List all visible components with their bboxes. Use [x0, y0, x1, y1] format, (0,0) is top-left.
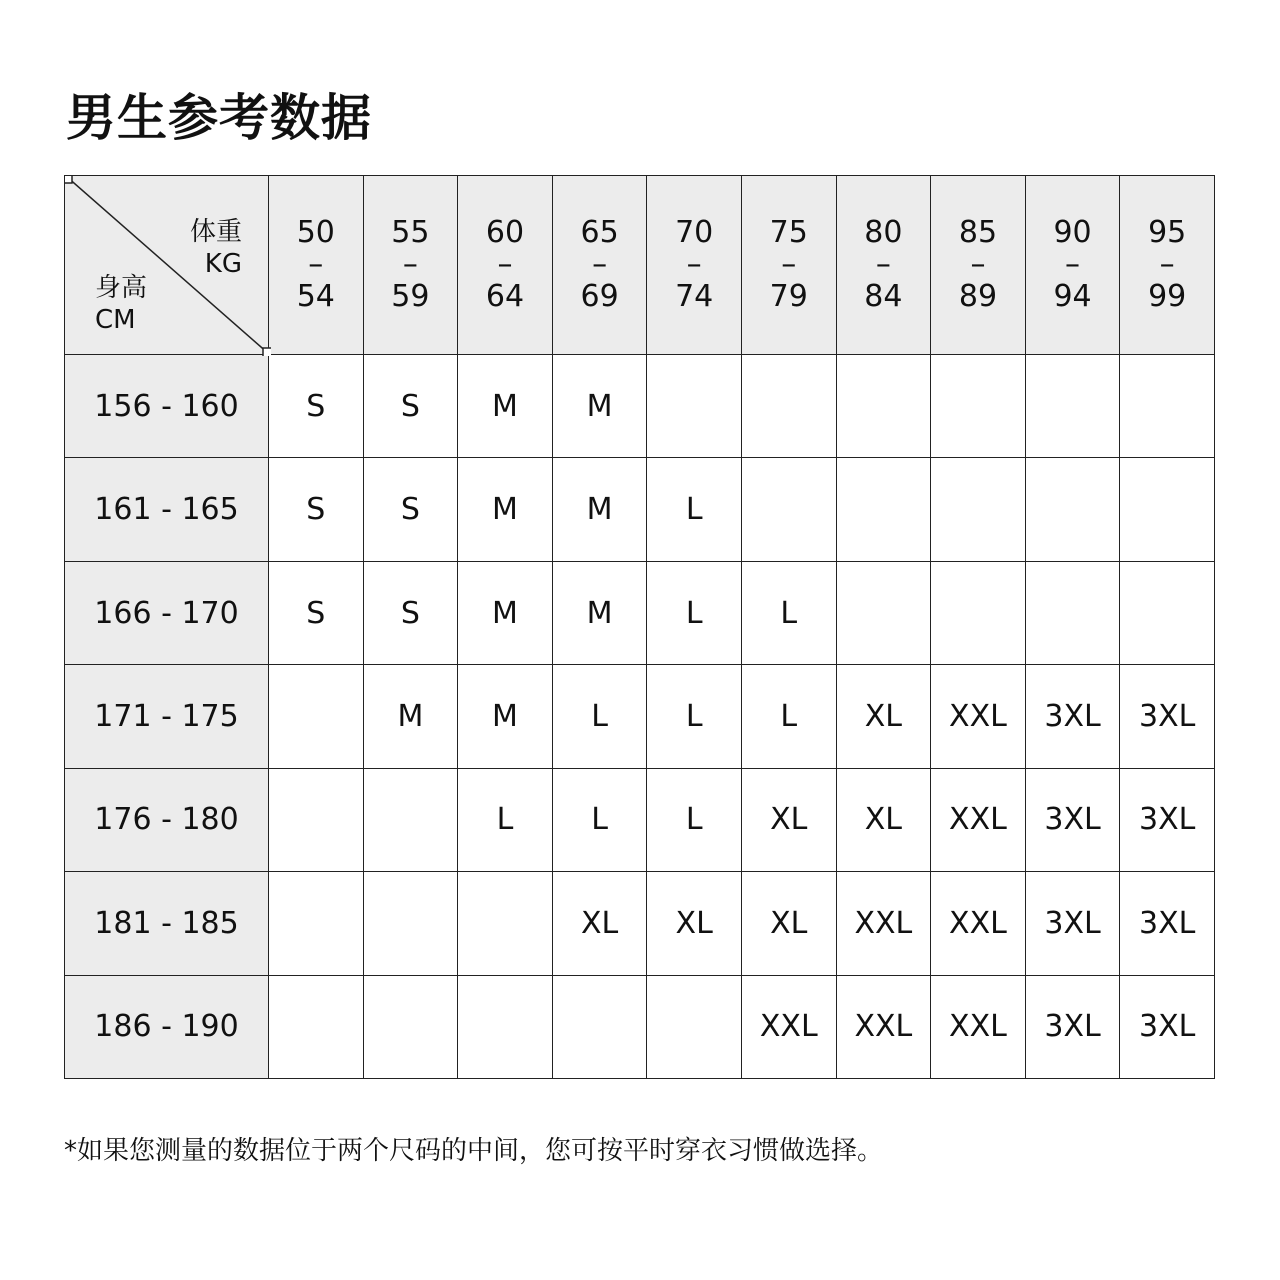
size-cell: L [741, 561, 836, 664]
size-cell: S [269, 561, 364, 664]
size-cell [741, 355, 836, 458]
size-cell: XL [647, 872, 742, 975]
table-row [65, 355, 1215, 458]
size-cell: XL [552, 872, 647, 975]
size-cell: M [458, 355, 553, 458]
size-cell: L [647, 768, 742, 871]
weight-header-from: 65 [580, 215, 619, 250]
weight-header-to: 59 [391, 279, 430, 314]
height-row-header: 156 - 160 [65, 355, 269, 458]
weight-header-dash: – [686, 247, 702, 282]
size-cell: 3XL [1120, 975, 1215, 1078]
size-cell [458, 975, 553, 1078]
size-cell: M [552, 458, 647, 561]
size-cell: 3XL [1025, 665, 1120, 768]
weight-header-from: 55 [391, 215, 430, 250]
height-row-header: 171 - 175 [65, 665, 269, 768]
weight-column-header [741, 176, 836, 355]
size-cell: XXL [931, 975, 1026, 1078]
size-cell [269, 768, 364, 871]
size-cell [458, 872, 553, 975]
size-cell [647, 975, 742, 1078]
size-cell: XL [741, 768, 836, 871]
size-cell: S [269, 355, 364, 458]
weight-header-to: 74 [675, 279, 714, 314]
weight-header-to: 99 [1148, 279, 1187, 314]
size-cell: XL [836, 768, 931, 871]
weight-header-from: 60 [485, 215, 525, 250]
weight-column-header [363, 176, 458, 355]
size-cell: L [647, 561, 742, 664]
size-cell: 3XL [1025, 768, 1120, 871]
size-cell: S [363, 458, 458, 561]
weight-column-header [1025, 176, 1120, 355]
footnote: *如果您测量的数据位于两个尺码的中间，您可按平时穿衣习惯做选择。 [64, 1136, 884, 1166]
weight-header-dash: – [1159, 247, 1175, 282]
weight-header-to: 54 [296, 279, 335, 314]
height-axis-label [95, 272, 147, 336]
size-cell: L [552, 768, 647, 871]
size-cell: M [458, 458, 553, 561]
weight-column-header [269, 176, 364, 355]
weight-header-dash: – [970, 247, 986, 282]
weight-header-dash: – [1065, 247, 1081, 282]
weight-header-to: 79 [769, 279, 808, 314]
weight-header-dash: – [308, 247, 324, 282]
weight-header-to: 89 [958, 279, 998, 314]
header-row [65, 176, 1215, 355]
size-cell: S [363, 561, 458, 664]
size-cell [836, 458, 931, 561]
weight-header-dash: – [402, 247, 418, 282]
size-cell: L [552, 665, 647, 768]
weight-header-from: 95 [1148, 215, 1187, 250]
size-cell [269, 975, 364, 1078]
weight-header-to: 64 [485, 279, 525, 314]
size-cell [931, 561, 1026, 664]
size-cell [1120, 561, 1215, 664]
weight-column-header [1120, 176, 1215, 355]
weight-label-text: 体重 [189, 217, 242, 247]
size-cell: L [741, 665, 836, 768]
size-cell: XXL [931, 872, 1026, 975]
weight-header-dash: – [781, 247, 797, 282]
table-row [65, 458, 1215, 561]
weight-column-header [552, 176, 647, 355]
weight-header-to: 94 [1053, 279, 1092, 314]
size-cell: XL [741, 872, 836, 975]
size-cell: XXL [836, 975, 931, 1078]
corner-cell [65, 176, 269, 355]
size-cell [1120, 355, 1215, 458]
weight-header-from: 80 [864, 215, 903, 250]
size-cell [836, 355, 931, 458]
size-cell [1025, 561, 1120, 664]
size-cell: M [552, 355, 647, 458]
size-cell: M [363, 665, 458, 768]
size-cell: M [458, 561, 553, 664]
weight-header-from: 85 [958, 215, 998, 250]
size-cell [1025, 355, 1120, 458]
weight-header-dash: – [497, 247, 513, 282]
size-cell: L [647, 458, 742, 561]
size-cell [931, 355, 1026, 458]
size-cell [269, 872, 364, 975]
height-unit-text: CM [95, 305, 136, 335]
size-cell: 3XL [1025, 975, 1120, 1078]
size-cell: L [458, 768, 553, 871]
size-cell: 3XL [1025, 872, 1120, 975]
size-cell: M [458, 665, 553, 768]
table-row [65, 665, 1215, 768]
weight-header-from: 50 [296, 215, 335, 250]
weight-unit-text: KG [204, 249, 242, 279]
size-cell [931, 458, 1026, 561]
size-chart [64, 175, 1215, 1079]
weight-column-header [647, 176, 742, 355]
size-cell [647, 355, 742, 458]
size-cell [552, 975, 647, 1078]
size-cell: 3XL [1120, 665, 1215, 768]
size-cell: XXL [931, 665, 1026, 768]
size-cell: S [363, 355, 458, 458]
weight-column-header [836, 176, 931, 355]
size-cell: 3XL [1120, 872, 1215, 975]
weight-column-header [458, 176, 553, 355]
size-cell: S [269, 458, 364, 561]
size-cell: XXL [741, 975, 836, 1078]
size-cell [363, 872, 458, 975]
table-body [65, 355, 1215, 1079]
size-cell: L [647, 665, 742, 768]
size-cell: M [552, 561, 647, 664]
size-table [64, 175, 1215, 1079]
table-row [65, 768, 1215, 871]
page-title: 男生参考数据 [66, 89, 372, 147]
size-cell: XL [836, 665, 931, 768]
weight-header-dash: – [592, 247, 608, 282]
weight-header-to: 84 [864, 279, 903, 314]
height-label-text: 身高 [95, 273, 148, 303]
size-cell [741, 458, 836, 561]
size-cell [836, 561, 931, 664]
size-cell: 3XL [1120, 768, 1215, 871]
size-cell [1025, 458, 1120, 561]
table-row [65, 561, 1215, 664]
weight-header-from: 75 [769, 215, 808, 250]
weight-header-from: 90 [1053, 215, 1092, 250]
height-row-header: 161 - 165 [65, 458, 269, 561]
weight-header-to: 69 [580, 279, 619, 314]
weight-axis-label [190, 216, 242, 280]
height-row-header: 181 - 185 [65, 872, 269, 975]
size-cell [269, 665, 364, 768]
size-cell: XXL [931, 768, 1026, 871]
size-cell: XXL [836, 872, 931, 975]
size-cell [1120, 458, 1215, 561]
size-cell [363, 768, 458, 871]
table-row [65, 975, 1215, 1078]
weight-header-from: 70 [675, 215, 714, 250]
size-cell [363, 975, 458, 1078]
height-row-header: 176 - 180 [65, 768, 269, 871]
table-row [65, 872, 1215, 975]
weight-column-header [931, 176, 1026, 355]
weight-header-dash: – [875, 247, 891, 282]
height-row-header: 166 - 170 [65, 561, 269, 664]
height-row-header: 186 - 190 [65, 975, 269, 1078]
